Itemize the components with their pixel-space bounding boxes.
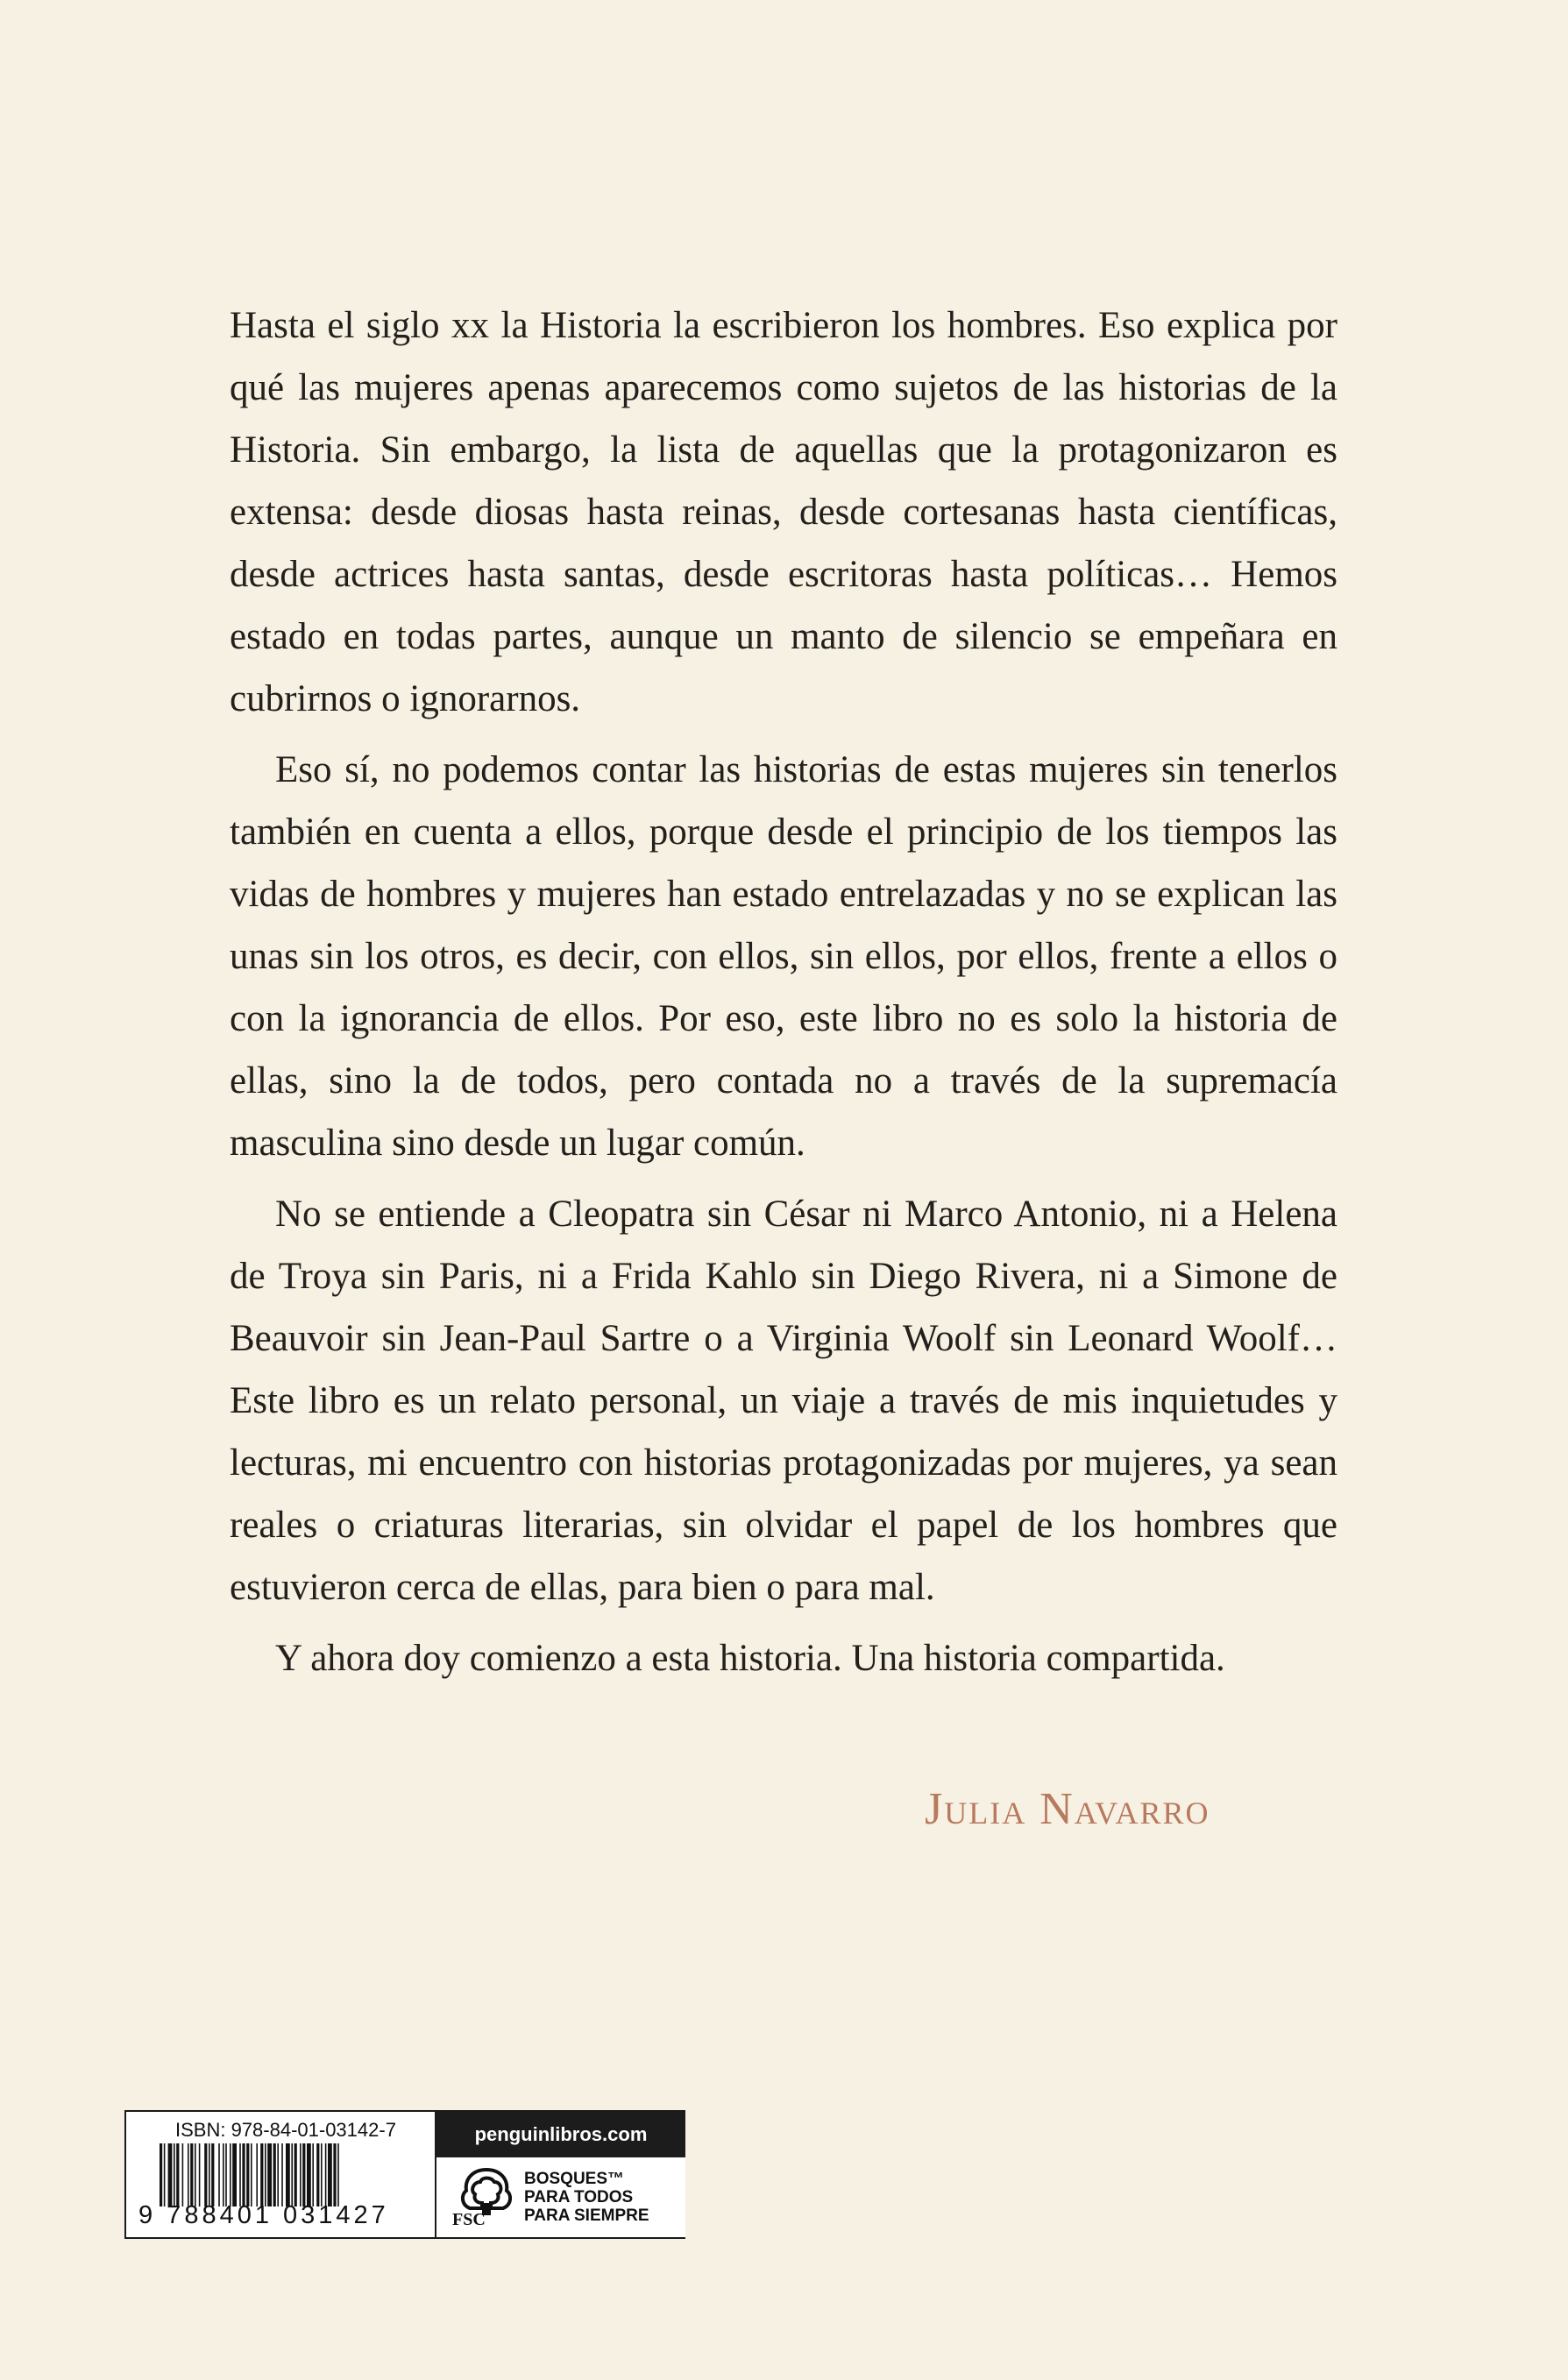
barcode-bar bbox=[328, 2143, 332, 2206]
barcode-bars-icon bbox=[160, 2143, 419, 2206]
barcode-bar bbox=[242, 2143, 245, 2206]
fsc-slogan-line-2: PARA TODOS bbox=[524, 2188, 634, 2206]
barcode-bar bbox=[223, 2143, 224, 2206]
author-name: Julia Navarro bbox=[925, 1784, 1210, 1834]
blurb-paragraph-1: Hasta el siglo xx la Historia la escribieron los hombres. Eso explica por qué las mujeres apenas aparecemos como sujetos de las historias de la Historia. Sin embargo, la lista de aquellas que la protagonizaron es extensa: desde diosas hasta reinas, desde cortesanas hasta científicas, desde actrices hasta santas, desde escritoras hasta políticas… Hemos estado en todas partes, aunque un manto de silencio se empeñara en cubrirnos o ignorarnos. bbox=[230, 305, 1337, 719]
barcode-bar bbox=[199, 2143, 201, 2206]
publisher-panel bbox=[435, 2112, 685, 2237]
barcode-bar bbox=[174, 2143, 175, 2206]
barcode-digits: 9 788401 031427 bbox=[138, 2201, 389, 2229]
barcode-bar bbox=[333, 2143, 336, 2206]
publisher-website: penguinlibros.com bbox=[436, 2112, 685, 2157]
barcode-bar bbox=[267, 2143, 272, 2206]
barcode-bar bbox=[239, 2143, 241, 2206]
fsc-caption: FSC bbox=[452, 2210, 486, 2229]
barcode-bar bbox=[225, 2143, 227, 2206]
fsc-slogan-line-1: BOSQUES™ bbox=[524, 2170, 625, 2188]
barcode-bar bbox=[182, 2143, 184, 2206]
barcode-bar bbox=[286, 2143, 290, 2206]
barcode-bar bbox=[256, 2143, 258, 2206]
barcode-bar bbox=[164, 2143, 166, 2206]
barcode-bar bbox=[260, 2143, 263, 2206]
barcode-bar bbox=[307, 2143, 311, 2206]
back-cover-blurb bbox=[230, 294, 1337, 1698]
fsc-slogan-line-3: PARA SIEMPRE bbox=[524, 2206, 649, 2225]
barcode-bar bbox=[246, 2143, 249, 2206]
barcode-bar bbox=[232, 2143, 237, 2206]
barcode-bar bbox=[294, 2143, 297, 2206]
isbn-label: ISBN: 978-84-01-03142-7 bbox=[175, 2119, 396, 2141]
barcode-bar bbox=[291, 2143, 293, 2206]
barcode-bar bbox=[251, 2143, 252, 2206]
barcode-bar bbox=[204, 2143, 207, 2206]
barcode-bar bbox=[337, 2143, 339, 2206]
barcode-bar bbox=[321, 2143, 323, 2206]
blurb-paragraph-3: No se entiende a Cleopatra sin César ni Marco Antonio, ni a Helena de Troya sin Paris, ni a Frida Kahlo sin Diego Rivera, ni a Simone de Beauvoir sin Jean-Paul Sartre o a Virginia Woolf sin Leonard Woolf… Este libro es un relato personal, un viaje a través de mis inquietudes y lecturas, mi encuentro con historias protagonizadas por mujeres, ya sean reales o criaturas literarias, sin olvidar el papel de los hombres que estuvieron cerca de ellas, para bien o para mal. bbox=[230, 1194, 1337, 1608]
barcode-bar bbox=[281, 2143, 283, 2206]
barcode-bar bbox=[312, 2143, 314, 2206]
barcode-bar bbox=[325, 2143, 327, 2206]
barcode-bar bbox=[188, 2143, 189, 2206]
barcode-bar bbox=[176, 2143, 179, 2206]
barcode-bar bbox=[273, 2143, 276, 2206]
barcode-bar bbox=[209, 2143, 210, 2206]
fsc-slogan bbox=[524, 2170, 649, 2225]
blurb-paragraph-4: Y ahora doy comienzo a esta historia. Una historia compartida. bbox=[275, 1638, 1225, 1679]
barcode-bar bbox=[265, 2143, 266, 2206]
barcode-bar bbox=[168, 2143, 173, 2206]
barcode-bar bbox=[316, 2143, 319, 2206]
barcode-bar bbox=[211, 2143, 214, 2206]
barcode-bar bbox=[230, 2143, 231, 2206]
barcode-panel bbox=[124, 2110, 685, 2239]
isbn-barcode bbox=[126, 2112, 433, 2237]
barcode-bar bbox=[218, 2143, 220, 2206]
blurb-paragraph-2: Eso sí, no podemos contar las historias de estas mujeres sin tenerlos también en cuenta a ellos, porque desde el principio de los tiempos las vidas de hombres y mujeres han estado entrelazadas y no se explican las unas sin los otros, es decir, con ellos, sin ellos, por ellos, frente a ellos o con la ignorancia de ellos. Por eso, este libro no es solo la historia de ellas, sino la de todos, pero contada no a través de la supremacía masculina sino desde un lugar común. bbox=[230, 749, 1337, 1164]
barcode-bar bbox=[302, 2143, 305, 2206]
barcode-bar bbox=[195, 2143, 196, 2206]
barcode-bar bbox=[277, 2143, 279, 2206]
barcode-bar bbox=[300, 2143, 302, 2206]
barcode-bar bbox=[190, 2143, 193, 2206]
barcode-bar bbox=[160, 2143, 162, 2206]
